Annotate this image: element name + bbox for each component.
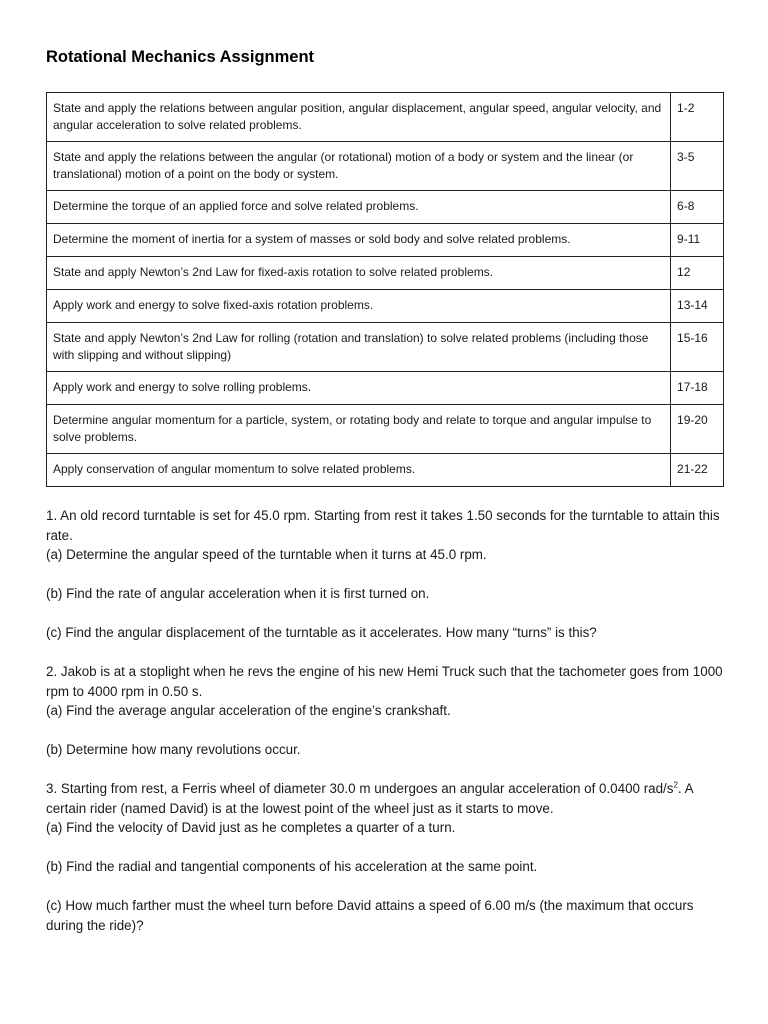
document-page — [46, 46, 724, 935]
table-row — [47, 224, 724, 257]
objective-text: Determine the torque of an applied force and solve related problems. — [47, 191, 671, 224]
table-row — [47, 142, 724, 191]
objective-text: Determine the moment of inertia for a system of masses or sold body and solve related problems. — [47, 224, 671, 257]
table-row — [47, 93, 724, 142]
objective-text: State and apply the relations between the angular (or rotational) motion of a body or system and the linear (or translational) motion of a point on the body or system. — [47, 142, 671, 191]
objective-problems: 15-16 — [671, 323, 724, 372]
objective-problems: 21-22 — [671, 454, 724, 487]
problem-3-stem-text: 3. Starting from rest, a Ferris wheel of diameter 30.0 m undergoes an angular acceleration of 0.0400 rad/s — [46, 781, 674, 796]
problem-2-part-a: (a) Find the average angular acceleration of the engine’s crankshaft. — [46, 703, 451, 718]
table-row — [47, 257, 724, 290]
problem-3-stem-text-continued: . A certain rider (named David) is at the lowest point of the wheel just as it starts to move. — [46, 781, 693, 816]
exponent: 2 — [673, 780, 678, 790]
objective-text: State and apply the relations between angular position, angular displacement, angular speed, angular velocity, and angular acceleration to solve related problems. — [47, 93, 671, 142]
problem-3-part-a: (a) Find the velocity of David just as he completes a quarter of a turn. — [46, 820, 456, 835]
problem-2-part-b: (b) Determine how many revolutions occur. — [46, 742, 301, 757]
table-row — [47, 405, 724, 454]
objective-text: Apply work and energy to solve fixed-axis rotation problems. — [47, 290, 671, 323]
objective-problems: 9-11 — [671, 224, 724, 257]
objective-problems: 6-8 — [671, 191, 724, 224]
objective-problems: 13-14 — [671, 290, 724, 323]
problem-3-stem — [46, 779, 724, 818]
objective-problems: 17-18 — [671, 372, 724, 405]
objective-text: Apply conservation of angular momentum to solve related problems. — [47, 454, 671, 487]
objective-text: Determine angular momentum for a particle, system, or rotating body and relate to torque and angular impulse to solve problems. — [47, 405, 671, 454]
table-row — [47, 290, 724, 323]
objective-problems: 12 — [671, 257, 724, 290]
problem-list — [46, 506, 724, 935]
objective-text: State and apply Newton’s 2nd Law for rolling (rotation and translation) to solve related problems (including those with slipping and without slipping) — [47, 323, 671, 372]
table-row — [47, 323, 724, 372]
problem-2-stem: 2. Jakob is at a stoplight when he revs the engine of his new Hemi Truck such that the tachometer goes from 1000 rpm to 4000 rpm in 0.50 s. — [46, 664, 723, 699]
table-row — [47, 372, 724, 405]
table-row — [47, 454, 724, 487]
objective-problems: 19-20 — [671, 405, 724, 454]
problem-1-part-a: (a) Determine the angular speed of the turntable when it turns at 45.0 rpm. — [46, 547, 487, 562]
problem-3-part-b: (b) Find the radial and tangential components of his acceleration at the same point. — [46, 859, 538, 874]
objectives-table — [46, 92, 724, 487]
objective-problems: 3-5 — [671, 142, 724, 191]
problem-3-part-c: (c) How much farther must the wheel turn before David attains a speed of 6.00 m/s (the maximum that occurs during the ride)? — [46, 898, 694, 933]
table-row — [47, 191, 724, 224]
problem-1-part-b: (b) Find the rate of angular acceleration when it is first turned on. — [46, 586, 430, 601]
objective-text: State and apply Newton’s 2nd Law for fixed-axis rotation to solve related problems. — [47, 257, 671, 290]
problem-1-part-c: (c) Find the angular displacement of the turntable as it accelerates. How many “turns” is this? — [46, 625, 597, 640]
objective-text: Apply work and energy to solve rolling problems. — [47, 372, 671, 405]
problem-1-stem: 1. An old record turntable is set for 45.0 rpm. Starting from rest it takes 1.50 seconds for the turntable to attain this rate. — [46, 508, 720, 543]
page-title: Rotational Mechanics Assignment — [46, 48, 315, 66]
objective-problems: 1-2 — [671, 93, 724, 142]
